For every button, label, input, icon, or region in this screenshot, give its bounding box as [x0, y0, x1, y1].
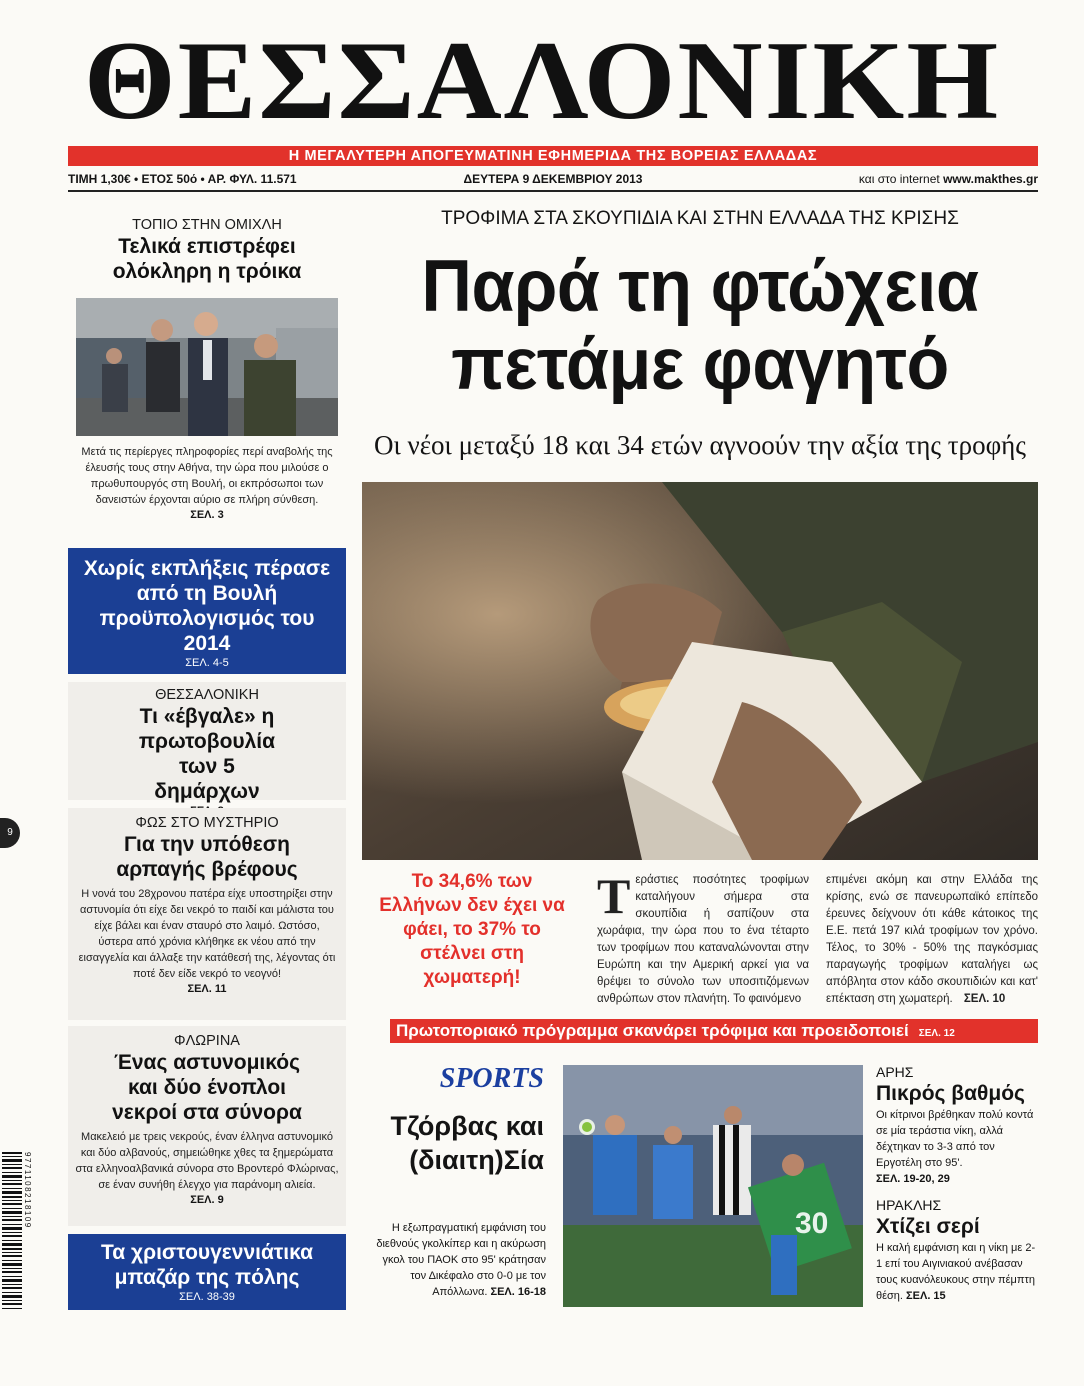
story-body [876, 1240, 1038, 1304]
story-aris[interactable] [876, 1063, 1038, 1187]
page-ref: ΣΕΛ. 3 [190, 509, 224, 521]
story-kicker: ΦΛΩΡΙΝΑ [174, 1033, 240, 1049]
main-col-1 [597, 868, 809, 1008]
story-baby[interactable] [68, 808, 346, 1020]
story-kicker: ΑΡΗΣ [876, 1064, 914, 1080]
story-kicker: ΦΩΣ ΣΤΟ ΜΥΣΤΗΡΙΟ [135, 815, 279, 831]
issue-info-line [68, 170, 1038, 188]
page-ref: ΣΕΛ. 19-20, 29 [876, 1173, 950, 1185]
story-kicker: ΤΟΠΙΟ ΣΤΗΝ ΟΜΙΧΛΗ [132, 217, 282, 233]
main-headline-line2: πετάμε φαγητό [451, 324, 949, 405]
page-ref: ΣΕΛ. 12 [918, 1028, 955, 1039]
page-ref: ΣΕΛ. 10 [963, 993, 1006, 1005]
story-body: Η νονά του 28χρονου πατέρα είχε υποστηρίξει στην αστυνομία ότι είχε δει νεκρό το παιδί και μάλιστα του είχε βάλει και έναν σταυρό στο λαιμό. Ωστόσο, ύστερα από χρόνια κλήθηκε εκ νέου από την εισαγγελία και άλλαξε την κατάθεσή της, λέγοντας ότι ποτέ δεν είδε νεκρό το νεογνό! [78, 888, 336, 980]
sports-headline[interactable]: Τζόρβας και (διαιτη)Σία [390, 1111, 544, 1175]
sports-photo-image [563, 1065, 863, 1307]
main-col-1-text: εράστιες ποσότητες τροφίμων καταλήγουν σήμερα στα σκουπίδια ή σαπίζουν στα χωράφια, την ώρα που το ένα τέταρτο των τροφίμων που καταναλώνονται στην Ευρώπη και την Αμερική αρκεί για να θρέψει το σύνολο των υποσιτιζόμενων ανθρώπων στον πλανήτη. Το φαινόμενο [597, 874, 809, 1005]
sports-photo [563, 1065, 863, 1307]
barcode [2, 1152, 32, 1312]
story-iraklis[interactable] [876, 1196, 1038, 1304]
story-body: Η εξωπραγματική εμφάνιση του διεθνούς γκολκίπερ και η ακύρωση γκολ του ΠΑΟΚ στο 95' κράτησαν τον Δικέφαλο στο 0-0 με τον Απόλλωνα. [376, 1222, 546, 1298]
story-budget[interactable] [68, 548, 346, 674]
sports-story-text [370, 1220, 546, 1300]
page-ref: ΣΕΛ. 11 [187, 983, 227, 995]
internet-info [859, 170, 1038, 188]
red-banner-story[interactable] [390, 1019, 1038, 1043]
story-kicker: ΗΡΑΚΛΗΣ [876, 1197, 942, 1213]
internet-prefix: και στο internet [858, 172, 940, 186]
main-col-2-text: επιμένει ακόμη και στην Ελλάδα της κρίσης, ενώ σε πανευρωπαϊκό επίπεδο έρευνες δείχνουν ότι κάθε κάτοικος της Ε.Ε. πετά 197 κιλά τροφίμων τον χρόνο. Τέλος, το 30% - 50% της παγκόσμιας παραγωγής τροφίμων καταλήγει ως απόβλητα στον κάδο σκουπιδιών και κατ' επέκταση στη χωματερή. [826, 874, 1038, 1005]
main-photo-image [362, 482, 1038, 860]
sports-label: SPORTS [439, 1063, 544, 1094]
story-body: Μακελειό με τρεις νεκρούς, έναν έλληνα αστυνομικό και δύο αλβανούς, σημειώθηκε χθες τα ξημερώματα στα ελληνοαλβανικά σύνορα στο Βροντερό Φλώρινας, σε έναν συνήθη έλεγχο για παράνομη αλιεία. [75, 1131, 339, 1191]
story-headline: Τελικά επιστρέφει ολόκληρη η τρόικα [112, 235, 302, 283]
page-ref: ΣΕΛ. 15 [906, 1290, 946, 1302]
story-headline: Για την υπόθεση αρπαγής βρέφους [116, 833, 298, 881]
story-headline: Τι «έβγαλε» η πρωτοβουλία των 5 δημάρχων [138, 705, 276, 803]
masthead-rule [68, 190, 1038, 192]
story-bazaar[interactable] [68, 1234, 346, 1310]
story-headline: Χτίζει σερί [876, 1215, 980, 1238]
story-kicker: ΘΕΣΣΑΛΟΝΙΚΗ [155, 687, 259, 703]
main-subhead: Οι νέοι μεταξύ 18 και 34 ετών αγνοούν την αξία της τροφής [374, 430, 1026, 460]
drop-cap: Τ [597, 868, 631, 924]
story-troika[interactable] [68, 216, 346, 284]
story-body: Οι κίτρινοι βρέθηκαν πολύ κοντά σε μία τεράστια νίκη, αλλά δέχτηκαν το 3-3 από τον Εργοτέλη στο 95'. [876, 1109, 1034, 1169]
main-headline[interactable] [376, 248, 1025, 404]
masthead-tagline: Η ΜΕΓΑΛΥΤΕΡΗ ΑΠΟΓΕΥΜΑΤΙΝΗ ΕΦΗΜΕΡΙΔΑ ΤΗΣ ΒΟΡΕΙΑΣ ΕΛΛΑΔΑΣ [68, 146, 1038, 166]
story-body-text: Η καλή εμφάνιση και η νίκη με 2-1 επί του Αιγινιακού ανέβασαν τους κυανόλευκους στην πέμπτη θέση. [876, 1242, 1036, 1302]
story-florina[interactable] [68, 1026, 346, 1226]
troika-photo-image [76, 298, 338, 436]
price-issue: ΤΙΜΗ 1,30€ • ΕΤΟΣ 50ό • ΑΡ. ΦΥΛ. 11.571 [68, 172, 297, 186]
troika-photo [76, 298, 338, 436]
red-banner-text: Πρωτοποριακό πρόγραμμα σκανάρει τρόφιμα και προειδοποιεί [396, 1021, 909, 1040]
main-col-2 [826, 872, 1038, 1008]
story-headline: Πικρός βαθμός [876, 1082, 1025, 1105]
jersey-number: 30 [795, 1207, 829, 1240]
story-headline: Τα χριστουγεννιάτικα μπαζάρ της πόλης [100, 1241, 313, 1289]
barcode-number: 9771108218109 [23, 1152, 32, 1229]
main-photo [362, 482, 1038, 860]
side-page-tag: 9 [0, 818, 20, 848]
page-ref: ΣΕΛ. 38-39 [179, 1291, 235, 1303]
website-link[interactable]: www.makthes.gr [943, 172, 1038, 186]
page-ref: ΣΕΛ. 9 [190, 1194, 224, 1206]
story-troika-text [68, 444, 346, 523]
main-kicker: ΤΡΟΦΙΜΑ ΣΤΑ ΣΚΟΥΠΙΔΙΑ ΚΑΙ ΣΤΗΝ ΕΛΛΑΔΑ ΤΗΣ ΚΡΙΣΗΣ [441, 208, 959, 229]
page-ref: ΣΕΛ. 16-18 [490, 1286, 546, 1298]
page-ref: ΣΕΛ. 4-5 [185, 657, 229, 669]
issue-date: ΔΕΥΤΕΡΑ 9 ΔΕΚΕΜΒΡΙΟΥ 2013 [463, 172, 643, 186]
masthead-title: ΘΕΣΣΑΛΟΝΙΚΗ [83, 18, 1001, 143]
story-headline: Ένας αστυνομικός και δύο ένοπλοι νεκροί στα σύνορα [112, 1051, 302, 1124]
story-headline: Χωρίς εκπλήξεις πέρασε από τη Βουλή προϋπολογισμός του 2014 [83, 557, 331, 655]
story-body: Μετά τις περίεργες πληροφορίες περί αναβολής της έλευσής τους στην Αθήνα, την ώρα που μιλούσε ο πρωθυπουργός στη Βουλή, οι εκπρόσωποι των δανειστών έρχονται αύριο σε πλήρη σύνθεση. [81, 446, 333, 506]
story-mayors[interactable] [68, 682, 346, 803]
main-headline-line1: Παρά τη φτώχεια [421, 246, 979, 327]
main-red-quote: Το 34,6% των Ελλήνων δεν έχει να φάει, το 37% το στέλνει στη χωματερή! [379, 871, 565, 988]
